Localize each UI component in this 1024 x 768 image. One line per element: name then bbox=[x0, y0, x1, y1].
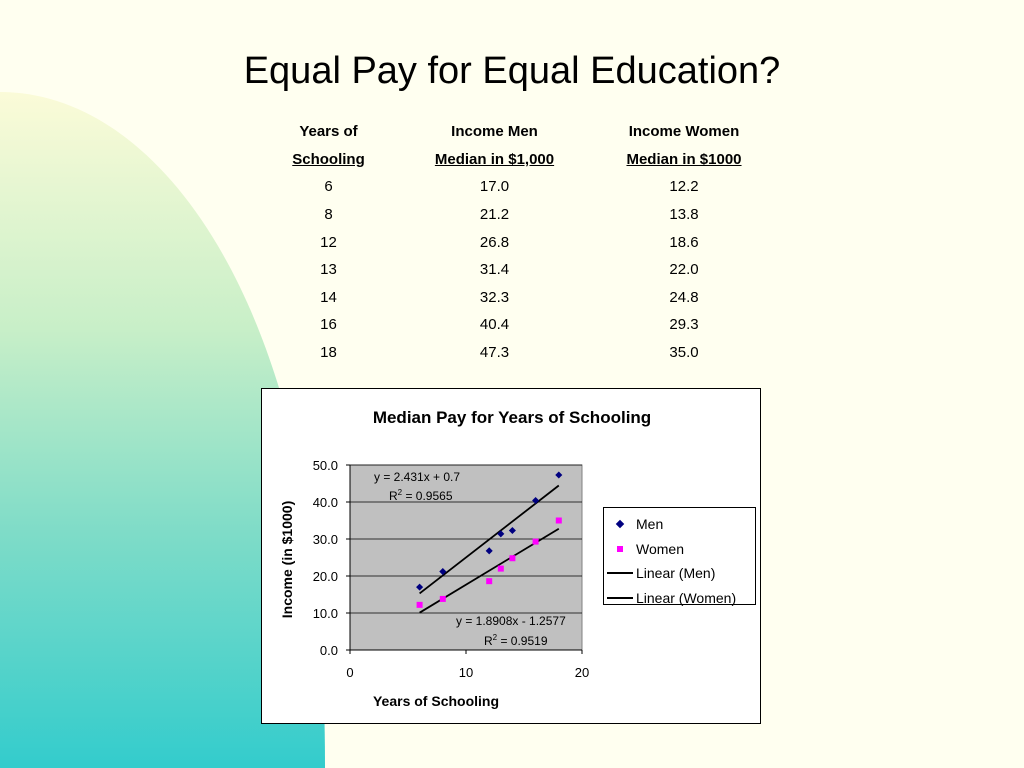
table-cell-income-women: 29.3 bbox=[669, 316, 699, 334]
trendline-men-icon bbox=[607, 572, 633, 574]
chart-title: Median Pay for Years of Schooling bbox=[372, 408, 652, 427]
table-cell-income-women: 22.0 bbox=[669, 261, 699, 279]
table-cell-years: 6 bbox=[324, 178, 333, 196]
trendline-men-equation: y = 2.431x + 0.7 bbox=[374, 470, 461, 484]
table-cell-income-women: 12.2 bbox=[669, 178, 699, 196]
legend-item-linear-women bbox=[604, 586, 755, 611]
women-data-point bbox=[509, 555, 515, 561]
table-cell-income-men: 21.2 bbox=[479, 206, 510, 224]
x-tick-label: 20 bbox=[574, 665, 590, 680]
table-subheader-schooling: Schooling bbox=[292, 150, 365, 168]
table-row bbox=[262, 201, 774, 229]
table-cell-income-men: 47.3 bbox=[479, 344, 510, 362]
table-row bbox=[262, 228, 774, 256]
table-cell-income-men: 40.4 bbox=[479, 316, 510, 334]
table-row bbox=[262, 311, 774, 339]
table-row bbox=[262, 284, 774, 312]
table-cell-income-women: 18.6 bbox=[669, 233, 699, 251]
women-data-point bbox=[556, 518, 562, 524]
y-tick-label: 20.0 bbox=[312, 569, 338, 584]
table-header-income-men: Income Men bbox=[451, 123, 538, 141]
schooling-income-table bbox=[262, 118, 774, 366]
table-cell-years: 13 bbox=[320, 261, 337, 279]
y-tick-label: 40.0 bbox=[312, 495, 338, 510]
table-cell-income-men: 31.4 bbox=[479, 261, 510, 279]
legend-item-men bbox=[604, 512, 755, 537]
table-cell-income-men: 32.3 bbox=[479, 288, 510, 306]
x-tick-label: 0 bbox=[346, 665, 354, 680]
table-cell-income-men: 26.8 bbox=[479, 233, 510, 251]
table-cell-years: 16 bbox=[320, 316, 337, 334]
legend-label-men: Men bbox=[636, 516, 664, 533]
table-cell-years: 14 bbox=[320, 288, 337, 306]
table-row bbox=[262, 339, 774, 367]
women-data-point bbox=[417, 602, 423, 608]
chart-legend bbox=[603, 507, 756, 605]
women-data-point bbox=[533, 539, 539, 545]
table-cell-income-men: 17.0 bbox=[479, 178, 510, 196]
legend-label-linear-women: Linear (Women) bbox=[636, 589, 737, 606]
table-header-years: Years of bbox=[299, 123, 358, 141]
table-row bbox=[262, 256, 774, 284]
table-cell-years: 8 bbox=[324, 206, 333, 224]
trendline-women-icon bbox=[607, 597, 633, 599]
table-subheader-women-unit: Median in $1000 bbox=[626, 150, 742, 168]
y-tick-label: 10.0 bbox=[312, 606, 338, 621]
x-tick-label: 10 bbox=[458, 665, 474, 680]
table-cell-income-women: 24.8 bbox=[669, 288, 699, 306]
table-cell-income-women: 13.8 bbox=[669, 206, 699, 224]
legend-item-women bbox=[604, 537, 755, 562]
women-data-point bbox=[486, 578, 492, 584]
legend-label-linear-men: Linear (Men) bbox=[636, 565, 716, 582]
table-cell-years: 18 bbox=[320, 344, 337, 362]
trendline-women-r-squared: $R^2 = 0.9519$ bbox=[484, 633, 548, 648]
trendline-women-equation: y = 1.8908x - 1.2577 bbox=[456, 614, 566, 628]
table-cell-years: 12 bbox=[320, 233, 337, 251]
women-data-point bbox=[440, 596, 446, 602]
y-tick-label: 50.0 bbox=[312, 458, 338, 473]
y-axis-label: Income (in $1000) bbox=[279, 500, 295, 619]
trendline-men-r-squared: $R^2 = 0.9565$ bbox=[389, 488, 453, 503]
women-square-marker-icon bbox=[617, 546, 623, 552]
men-diamond-marker-icon bbox=[616, 520, 624, 528]
table-header-income-women: Income Women bbox=[628, 123, 740, 141]
x-axis-label: Years of Schooling bbox=[372, 693, 500, 709]
table-subheader-men-unit: Median in $1,000 bbox=[434, 150, 555, 168]
table-row bbox=[262, 173, 774, 201]
women-data-point bbox=[498, 566, 504, 572]
y-tick-label: 30.0 bbox=[312, 532, 338, 547]
slide-title: Equal Pay for Equal Education? bbox=[243, 50, 781, 92]
legend-label-women: Women bbox=[636, 540, 684, 557]
y-tick-label: 0.0 bbox=[319, 643, 338, 658]
table-cell-income-women: 35.0 bbox=[669, 344, 699, 362]
legend-item-linear-men bbox=[604, 561, 755, 586]
